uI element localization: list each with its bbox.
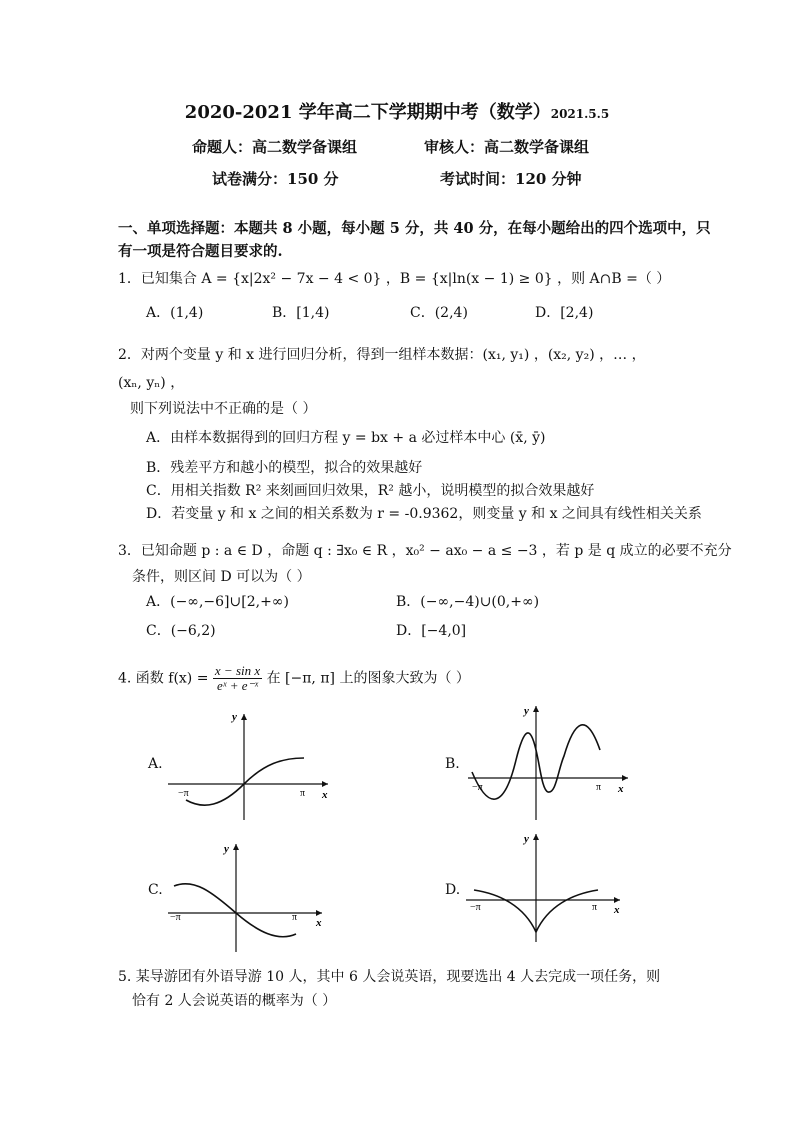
y-label: y (524, 705, 529, 717)
question-1-option-d: D．[2,4) (535, 305, 594, 321)
x-axis-arrow (622, 775, 628, 781)
question-4-stem (118, 664, 470, 693)
y-label: y (232, 711, 237, 723)
function-curve (186, 758, 304, 805)
question-2-stem: 2．对两个变量 y 和 x 进行回归分析，得到一组样本数据：(x₁, y₁) ，(x₂, y₂) ，… ， (118, 347, 646, 363)
graph-d-label: D. (445, 882, 461, 898)
x-label: x (614, 904, 620, 916)
question-1-stem: 1．已知集合 A = {x|2x² − 7x − 4 < 0} ，B = {x|ln(x − 1) ≥ 0} ，则 A∩B =（ ） (118, 271, 671, 287)
question-1-option-a: A．(1,4) (146, 305, 204, 321)
x-label: x (316, 917, 322, 929)
exam-author: 命题人：高二数学备课组 (192, 138, 358, 156)
question-3-option-c: C．(−6,2) (146, 623, 216, 639)
question-1-option-c: C．(2,4) (410, 305, 468, 321)
section-heading: 一、单项选择题：本题共 8 小题，每小题 5 分，共 40 分，在每小题给出的四个选项中，只 (118, 220, 711, 237)
question-4-fraction (213, 664, 262, 693)
question-3-stem: 3．已知命题 p : a ∈ D ，命题 q : ∃x₀ ∈ R ，x₀² − ax₀ − a ≤ −3 ，若 p 是 q 成立的必要不充分 (118, 543, 732, 559)
question-5-stem: 5. 某导游团有外语导游 10 人，其中 6 人会说英语，现要选出 4 人去完成一项任务，则 (118, 969, 661, 985)
question-2-option-a: A．由样本数据得到的回归方程 y = bx + a 必过样本中心 (x̄, ȳ) (146, 430, 546, 446)
graph-c (162, 838, 337, 958)
fraction-denominator: eˣ + e⁻ˣ (217, 678, 259, 693)
pi-label: π (592, 902, 598, 913)
y-axis-arrow (241, 714, 247, 720)
question-3-option-d: D．[−4,0] (396, 623, 467, 639)
fraction-numerator: x − sin x (214, 663, 261, 678)
pi-label: π (292, 912, 298, 923)
question-4-suffix: 在 [−π, π] 上的图象大致为（ ） (266, 670, 470, 687)
question-3-option-b: B．(−∞,−4)∪(0,+∞) (396, 594, 540, 610)
x-label: x (618, 783, 624, 795)
function-curve (174, 884, 296, 937)
question-2-option-c: C．用相关指数 R² 来刻画回归效果，R² 越小，说明模型的拟合效果越好 (146, 483, 595, 499)
graph-b-label: B. (445, 756, 460, 772)
question-3-option-a: A．(−∞,−6]∪[2,+∞) (146, 594, 289, 610)
graph-b (460, 700, 640, 825)
full-score: 试卷满分：150 分 (212, 170, 339, 188)
page-title (0, 98, 794, 124)
exam-title: 2020-2021 学年高二下学期期中考（数学） (184, 102, 551, 123)
exam-date: 2021.5.5 (550, 107, 610, 121)
question-2-option-b: B．残差平方和越小的模型，拟合的效果越好 (146, 460, 423, 476)
graph-a (160, 706, 340, 826)
question-4-prefix: 4. 函数 f(x) = (118, 670, 209, 687)
question-5-stem-cont: 恰有 2 人会说英语的概率为（ ） (132, 993, 337, 1009)
x-axis-arrow (614, 897, 620, 903)
x-axis-arrow (316, 910, 322, 916)
y-axis-arrow (533, 834, 539, 840)
neg-pi-label: −π (178, 788, 189, 799)
graph-d (460, 828, 635, 948)
neg-pi-label: −π (470, 902, 481, 913)
exam-time: 考试时间：120 分钟 (440, 170, 582, 188)
question-2-stem-cont: (xₙ, yₙ) ， (118, 375, 185, 391)
pi-label: π (300, 788, 306, 799)
x-label: x (322, 789, 328, 801)
y-axis-arrow (233, 844, 239, 850)
question-1-option-b: B．[1,4) (272, 305, 330, 321)
question-3-stem-cont: 条件，则区间 D 可以为（ ） (132, 569, 311, 585)
graph-a-label: A. (148, 756, 163, 772)
y-axis-arrow (533, 706, 539, 712)
section-heading-cont: 有一项是符合题目要求的. (118, 243, 283, 260)
question-2-option-d: D．若变量 y 和 x 之间的相关系数为 r = -0.9362，则变量 y 和 x 之间具有线性相关关系 (146, 506, 702, 522)
pi-label: π (596, 782, 602, 793)
y-label: y (524, 833, 529, 845)
neg-pi-label: −π (472, 782, 483, 793)
x-axis-arrow (322, 781, 328, 787)
y-label: y (224, 843, 229, 855)
neg-pi-label: −π (170, 912, 181, 923)
graph-c-label: C. (148, 882, 163, 898)
exam-reviewer: 审核人：高二数学备课组 (424, 138, 590, 156)
question-2-prompt: 则下列说法中不正确的是（ ） (130, 401, 317, 417)
